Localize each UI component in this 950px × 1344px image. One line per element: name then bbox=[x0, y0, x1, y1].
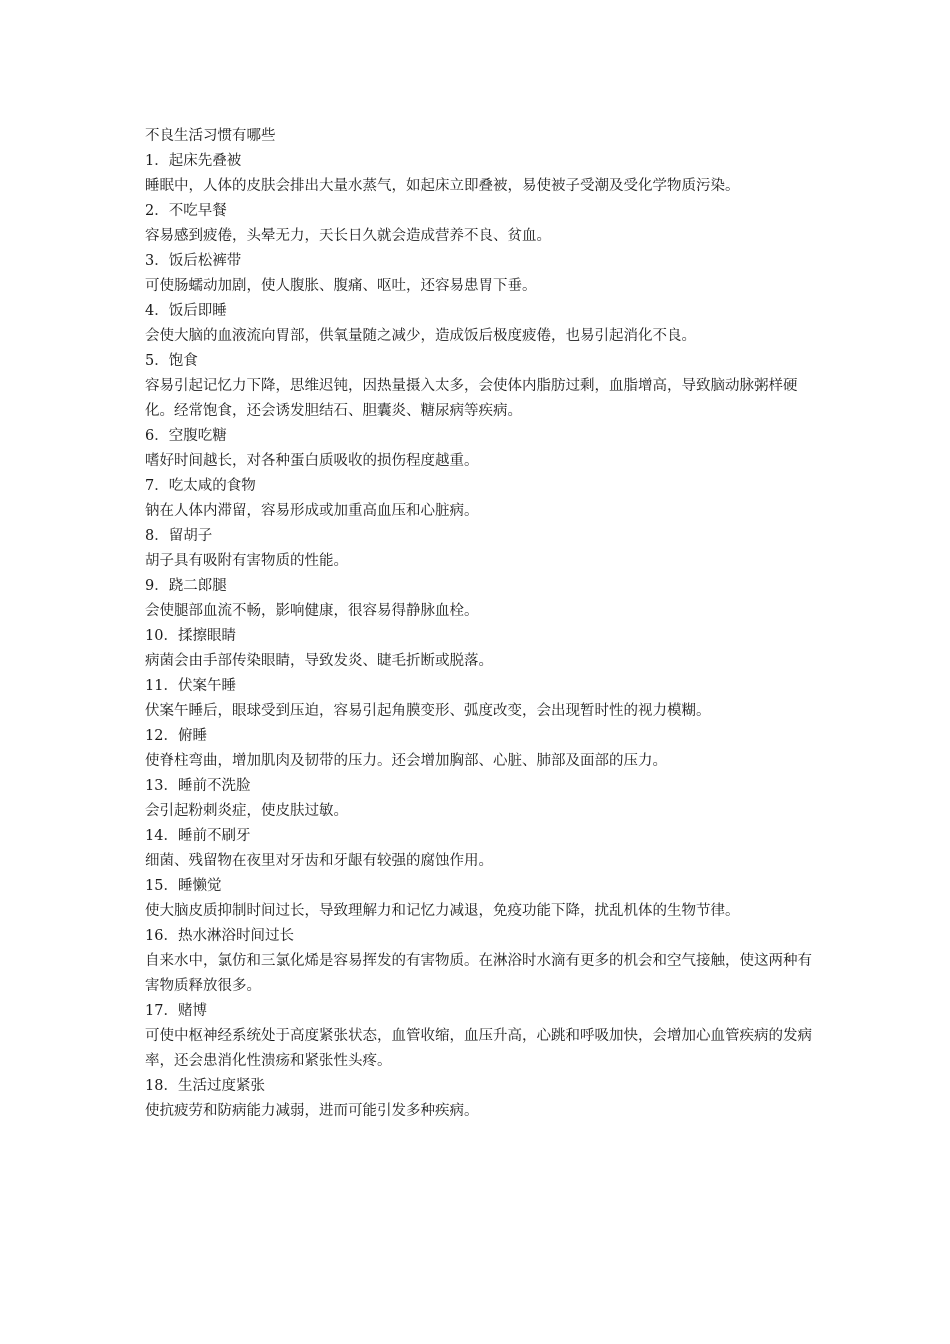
item-heading: 4．饭后即睡 bbox=[145, 303, 227, 319]
item-body: 自来水中，氯仿和三氯化烯是容易挥发的有害物质。在淋浴时水滴有更多的机会和空气接触，使这两种有害物质释放很多。 bbox=[145, 953, 812, 994]
document-title: 不良生活习惯有哪些 bbox=[145, 128, 276, 144]
item-heading: 10．揉擦眼睛 bbox=[145, 628, 236, 644]
item-body: 会使大脑的血液流向胃部，供氧量随之减少，造成饭后极度疲倦，也易引起消化不良。 bbox=[145, 328, 696, 344]
item-body: 容易引起记忆力下降，思维迟钝，因热量摄入太多，会使体内脂肪过剩，血脂增高，导致脑动脉粥样硬化。经常饱食，还会诱发胆结石、胆囊炎、糖尿病等疾病。 bbox=[145, 378, 798, 419]
item-heading: 12．俯睡 bbox=[145, 728, 207, 744]
item-body: 会引起粉刺炎症，使皮肤过敏。 bbox=[145, 803, 348, 819]
item-body: 使大脑皮质抑制时间过长，导致理解力和记忆力减退，免疫功能下降，扰乱机体的生物节律。 bbox=[145, 903, 740, 919]
item-heading: 14．睡前不刷牙 bbox=[145, 828, 251, 844]
item-heading: 1．起床先叠被 bbox=[145, 153, 242, 169]
item-body: 伏案午睡后，眼球受到压迫，容易引起角膜变形、弧度改变，会出现暂时性的视力模糊。 bbox=[145, 703, 711, 719]
item-body: 会使腿部血流不畅，影响健康，很容易得静脉血栓。 bbox=[145, 603, 479, 619]
item-body: 可使肠蠕动加剧，使人腹胀、腹痛、呕吐，还容易患胃下垂。 bbox=[145, 278, 537, 294]
item-heading: 5．饱食 bbox=[145, 353, 198, 369]
item-body: 使脊柱弯曲，增加肌肉及韧带的压力。还会增加胸部、心脏、肺部及面部的压力。 bbox=[145, 753, 667, 769]
item-heading: 13．睡前不洗脸 bbox=[145, 778, 251, 794]
item-body: 细菌、残留物在夜里对牙齿和牙龈有较强的腐蚀作用。 bbox=[145, 853, 493, 869]
document-page bbox=[145, 124, 815, 1124]
item-heading: 6．空腹吃糖 bbox=[145, 428, 227, 444]
item-heading: 3．饭后松裤带 bbox=[145, 253, 242, 269]
item-body: 胡子具有吸附有害物质的性能。 bbox=[145, 553, 348, 569]
item-heading: 7．吃太咸的食物 bbox=[145, 478, 256, 494]
item-heading: 18．生活过度紧张 bbox=[145, 1078, 265, 1094]
item-heading: 2．不吃早餐 bbox=[145, 203, 227, 219]
item-body: 病菌会由手部传染眼睛，导致发炎、睫毛折断或脱落。 bbox=[145, 653, 493, 669]
item-body: 嗜好时间越长，对各种蛋白质吸收的损伤程度越重。 bbox=[145, 453, 479, 469]
item-heading: 17．赌博 bbox=[145, 1003, 207, 1019]
item-heading: 16．热水淋浴时间过长 bbox=[145, 928, 294, 944]
item-heading: 11．伏案午睡 bbox=[145, 678, 236, 694]
item-body: 钠在人体内滞留，容易形成或加重高血压和心脏病。 bbox=[145, 503, 479, 519]
item-heading: 15．睡懒觉 bbox=[145, 878, 222, 894]
item-body: 容易感到疲倦，头晕无力，天长日久就会造成营养不良、贫血。 bbox=[145, 228, 551, 244]
item-body: 睡眠中，人体的皮肤会排出大量水蒸气，如起床立即叠被，易使被子受潮及受化学物质污染。 bbox=[145, 178, 740, 194]
item-body: 可使中枢神经系统处于高度紧张状态，血管收缩，血压升高，心跳和呼吸加快，会增加心血管疾病的发病率，还会患消化性溃疡和紧张性头疼。 bbox=[145, 1028, 812, 1069]
item-body: 使抗疲劳和防病能力减弱，进而可能引发多种疾病。 bbox=[145, 1103, 479, 1119]
item-heading: 9．跷二郎腿 bbox=[145, 578, 227, 594]
item-heading: 8．留胡子 bbox=[145, 528, 213, 544]
